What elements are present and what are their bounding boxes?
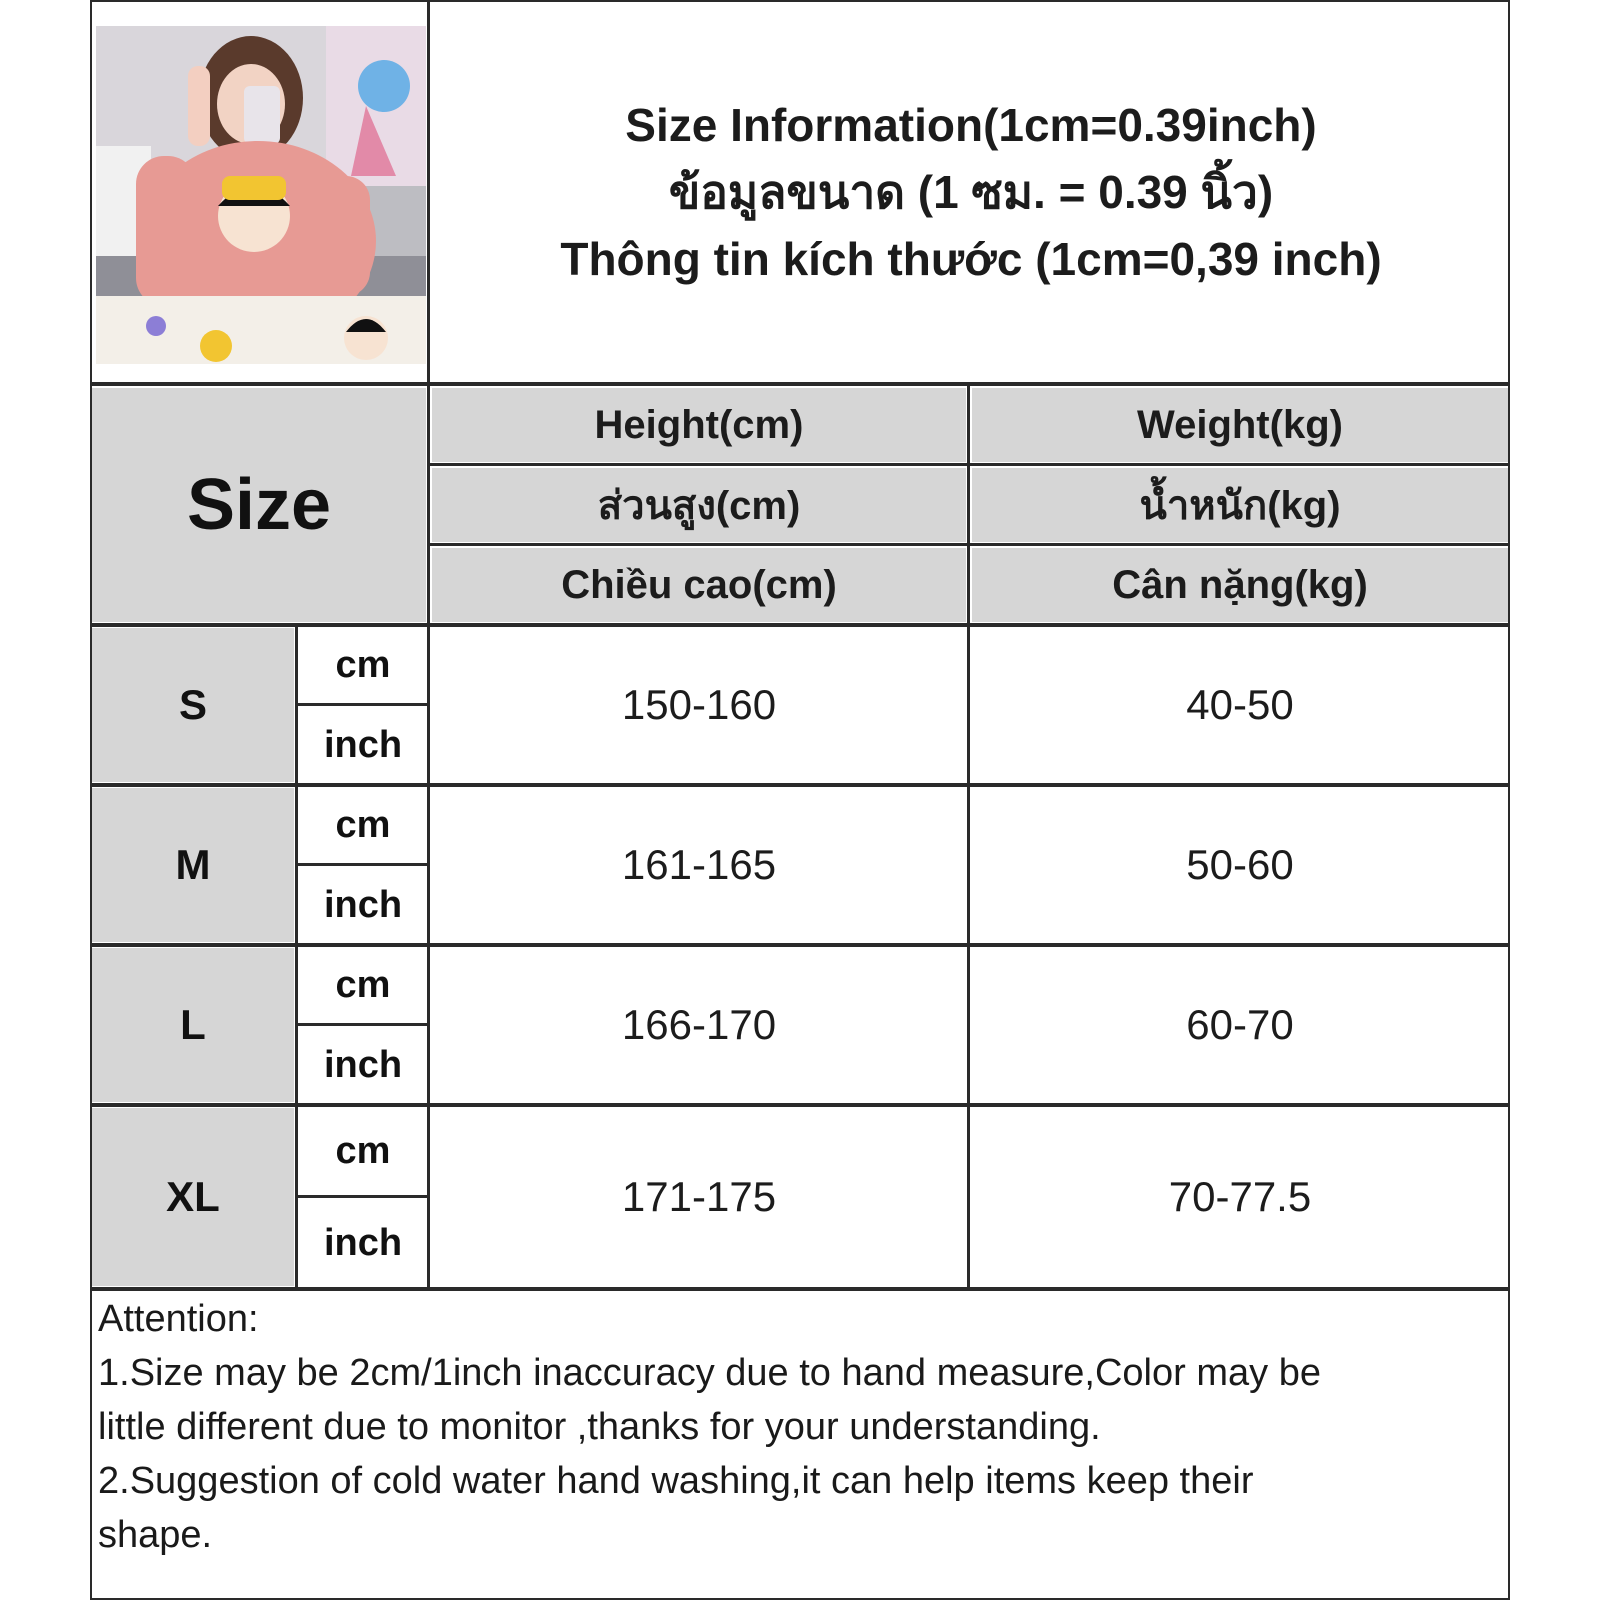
height-header-en: Height(cm) (432, 388, 966, 462)
title-thai: ข้อมูลขนาด (1 ซม. = 0.39 นิ้ว) (668, 166, 1274, 218)
weight-value-l: 60-70 (972, 948, 1508, 1102)
grid-line (427, 0, 430, 1290)
weight-value-m: 50-60 (972, 788, 1508, 942)
grid-line (295, 624, 298, 1290)
attention-heading: Attention: (98, 1298, 259, 1340)
attention-line: 1.Size may be 2cm/1inch inaccuracy due to hand measure,Color may be (98, 1352, 1321, 1394)
size-information-title (432, 92, 1510, 293)
weight-header-en: Weight(kg) (972, 388, 1508, 462)
unit-cm: cm (300, 1108, 426, 1194)
grid-line (298, 863, 428, 866)
size-header-label: Size (186, 465, 332, 545)
grid-line (298, 703, 428, 706)
weight-value-s: 40-50 (972, 628, 1508, 782)
weight-header-vi: Cân nặng(kg) (972, 548, 1508, 622)
size-xl-label: XL (92, 1108, 294, 1286)
height-header-th: ส่วนสูง(cm) (432, 468, 966, 542)
height-header-vi: Chiều cao(cm) (432, 548, 966, 622)
size-l-label: L (92, 948, 294, 1102)
grid-line (90, 783, 1510, 787)
attention-line: shape. (98, 1514, 213, 1556)
grid-line (90, 943, 1510, 947)
grid-line (430, 463, 1510, 466)
grid-line (90, 1103, 1510, 1107)
size-header-cell (92, 388, 426, 622)
height-value-m: 161-165 (432, 788, 966, 942)
height-value-s: 150-160 (432, 628, 966, 782)
size-s-label: S (92, 628, 294, 782)
title-english: Size Information(1cm=0.39inch) (625, 99, 1317, 151)
height-value-l: 166-170 (432, 948, 966, 1102)
product-photo-illustration (96, 26, 426, 364)
grid-line (430, 543, 1510, 546)
weight-value-xl: 70-77.5 (972, 1108, 1508, 1286)
size-m-label: M (92, 788, 294, 942)
grid-line (90, 382, 1510, 386)
attention-line: little different due to monitor ,thanks for your understanding. (98, 1406, 1101, 1448)
unit-inch: inch (300, 868, 426, 942)
unit-cm: cm (300, 628, 426, 702)
grid-line (298, 1023, 428, 1026)
unit-inch: inch (300, 708, 426, 782)
grid-line (967, 386, 970, 1290)
attention-line: 2.Suggestion of cold water hand washing,it can help items keep their (98, 1460, 1254, 1502)
grid-line (298, 1195, 428, 1198)
title-vietnamese: Thông tin kích thước (1cm=0,39 inch) (560, 233, 1382, 285)
product-photo (96, 26, 426, 364)
unit-cm: cm (300, 948, 426, 1022)
unit-inch: inch (300, 1200, 426, 1286)
weight-header-th: น้ำหนัก(kg) (972, 468, 1508, 542)
unit-cm: cm (300, 788, 426, 862)
unit-inch: inch (300, 1028, 426, 1102)
grid-line (90, 623, 1510, 627)
height-value-xl: 171-175 (432, 1108, 966, 1286)
attention-notes (98, 1292, 1498, 1562)
grid-line (90, 1287, 1510, 1291)
